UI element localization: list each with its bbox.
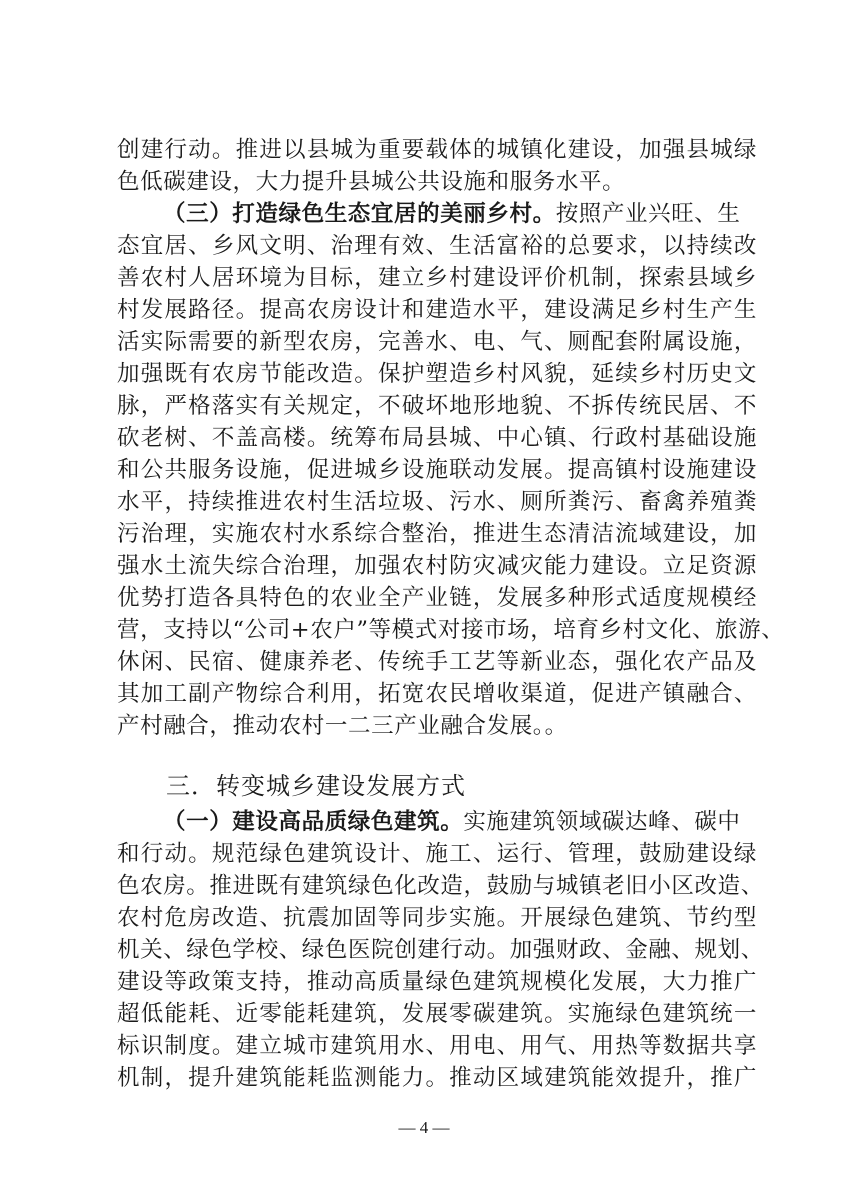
paragraph-first-line (163, 199, 757, 229)
page-number: — 4 — (398, 1118, 450, 1137)
text-line: 创建行动。推进以县城为重要载体的城镇化建设，加强县城绿 (117, 137, 757, 163)
text-line: 水平，持续推进农村生活垃圾、污水、厕所粪污、畜禽养殖粪 (117, 489, 757, 515)
text-line: 加强既有农房节能改造。保护塑造乡村风貌，延续乡村历史文 (117, 361, 757, 387)
text-line: 态宜居、乡风文明、治理有效、生活富裕的总要求，以持续改 (117, 233, 757, 259)
text-line: 其加工副产物综合利用，拓宽农民增收渠道，促进产镇融合、 (117, 681, 757, 707)
paragraph-first-line (163, 807, 757, 837)
text-line: 产村融合，推动农村一二三产业融合发展。。 (117, 713, 568, 739)
text-line: 村发展路径。提高农房设计和建造水平，建设满足乡村生产生 (117, 297, 757, 323)
text-line: 建设等政策支持，推动高质量绿色建筑规模化发展，大力推广 (117, 969, 757, 995)
text-line: 和行动。规范绿色建筑设计、施工、运行、管理，鼓励建设绿 (117, 841, 757, 867)
text-line: 砍老树、不盖高楼。统筹布局县城、中心镇、行政村基础设施 (117, 425, 757, 451)
paragraph-heading: （三）打造绿色生态宜居的美丽乡村。 (163, 201, 556, 227)
section-heading: 三．转变城乡建设发展方式 (166, 772, 466, 800)
text-line: 色农房。推进既有建筑绿色化改造，鼓励与城镇老旧小区改造、 (117, 873, 764, 899)
text-line: 色低碳建设，大力提升县城公共设施和服务水平。 (117, 169, 626, 195)
text-line: 脉，严格落实有关规定，不破坏地形地貌、不拆传统民居、不 (117, 393, 757, 419)
paragraph-text: 按照产业兴旺、生 (555, 201, 741, 227)
text-line: 机制，提升建筑能耗监测能力。推动区域建筑能效提升，推广 (117, 1065, 757, 1091)
paragraph-text: 实施建筑领域碳达峰、碳中 (463, 809, 741, 835)
text-line: 机关、绿色学校、绿色医院创建行动。加强财政、金融、规划、 (117, 937, 764, 963)
text-line: 休闲、民宿、健康养老、传统手工艺等新业态，强化农产品及 (117, 649, 757, 675)
text-line: 农村危房改造、抗震加固等同步实施。开展绿色建筑、节约型 (117, 905, 757, 931)
text-line: 标识制度。建立城市建筑用水、用电、用气、用热等数据共享 (117, 1033, 757, 1059)
text-line: 和公共服务设施，促进城乡设施联动发展。提高镇村设施建设 (117, 457, 757, 483)
text-line: 活实际需要的新型农房，完善水、电、气、厕配套附属设施， (117, 329, 757, 355)
paragraph-heading: （一）建设高品质绿色建筑。 (163, 809, 464, 835)
text-line: 污治理，实施农村水系综合整治，推进生态清洁流域建设，加 (117, 521, 757, 547)
text-line: 优势打造各具特色的农业全产业链，发展多种形式适度规模经 (117, 585, 757, 611)
text-line: 善农村人居环境为目标，建立乡村建设评价机制，探索县域乡 (117, 265, 757, 291)
text-line: 超低能耗、近零能耗建筑，发展零碳建筑。实施绿色建筑统一 (117, 1001, 757, 1027)
text-line: 营，支持以“公司+农户”等模式对接市场，培育乡村文化、旅游、 (117, 617, 785, 643)
text-line: 强水土流失综合治理，加强农村防灾减灾能力建设。立足资源 (117, 553, 757, 579)
